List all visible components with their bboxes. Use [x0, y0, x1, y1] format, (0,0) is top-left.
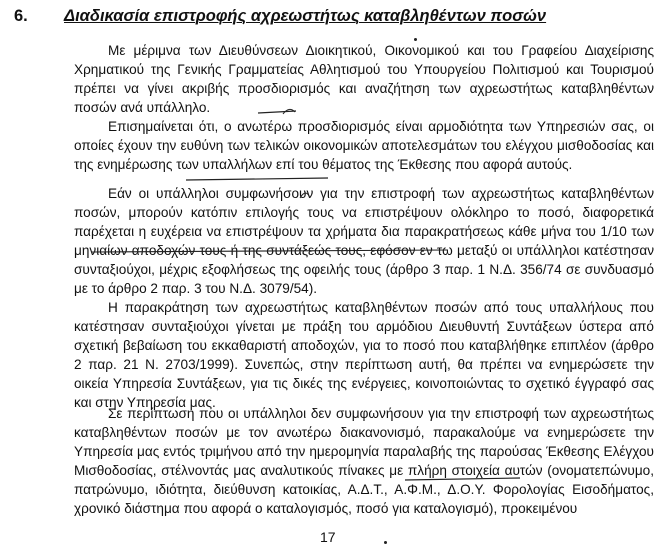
paragraph-repayment-options: Εάν οι υπάλληλοι συμφωνήσουν για την επιστροφή των αχρεωστήτως καταβληθέντων ποσών, μπορούν κατόπιν επιλογής τους να επιστρέψουν ολόκληρο το ποσό, διαφορετικά παρέχεται η ευχέρεια να επιστρέψουν τα χρήματα δια παρακρατήσεως κάθε μήνα του 1/10 των μηνιαίων αποδοχών τους ή της συντάξεώς τους, εφόσον εν τω μεταξύ οι υπάλληλοι κατέστησαν συνταξιούχοι, μέχρις εξοφλήσεως της οφειλής τους (άρθρο 3 παρ. 1 Ν.Δ. 356/74 σε συνδυασμό με το άρθρο 2 παρ. 3 του Ν.Δ. 3079/54). [74, 186, 654, 296]
scan-speck [414, 38, 417, 41]
paragraph-disagreement: Σε περίπτωση που οι υπάλληλοι δεν συμφωνήσουν για την επιστροφή των αχρεωστήτως καταβληθέντων ποσών με τον ανωτέρω διακανονισμό, παρακαλούμε να ενημερώσετε την Υπηρεσία μας εντός τριμήνου από την ημερομηνία παραλαβής της παρούσας Έκθεσης Ελέγχου Μισθοδοσίας, στέλνοντάς μας αναλυτικούς πίνακες με πλήρη στοιχεία αυτών (ονοματεπώνυμο, πατρώνυμο, ιδιότητα, διεύθυνση κατοικίας, Α.Δ.Τ., Α.Φ.Μ., Δ.Ο.Υ. Φορολογίας Εισοδήματος, χρονικό διάστημα που αφορά ο καταλογισμός, ποσό για καταλογισμό), προκειμένου [74, 406, 654, 516]
section-number: 6. [14, 7, 28, 25]
page-number: 17 [320, 529, 336, 545]
section-title: Διαδικασία επιστροφής αχρεωστήτως καταβληθέντων ποσών [64, 7, 547, 25]
paragraph-responsibility: Με μέριμνα των Διευθύνσεων Διοικητικού, Οικονομικού και του Γραφείου Διαχείρισης Χρηματικού της Γενικής Γραμματείας Αθλητισμού του Υπουργείου Πολιτισμού και Τουρισμού πρέπει να γίνει ακριβής προσδιορισμός και αναζήτηση των αχρεωστήτως καταβληθέντων ποσών ανά υπάλληλο. [74, 43, 654, 115]
scan-speck [384, 541, 387, 544]
paragraph-competence: Επισημαίνεται ότι, ο ανωτέρω προσδιορισμός είναι αρμοδιότητα των Υπηρεσιών σας, οι οποίες έχουν την ευθύνη των τελικών οικονομικών αποτελεσμάτων του ελέγχου μισθοδοσίας και της ενημέρωσης των υπαλλήλων επί του θέματος της Έκθεσης που αφορά αυτούς. [74, 119, 654, 172]
paragraph-pensioner-deduction: Η παρακράτηση των αχρεωστήτως καταβληθέντων ποσών από τους υπαλλήλους που κατέστησαν συνταξιούχοι γίνεται με πράξη του αρμόδιου Διευθυντή Συντάξεων ύστερα από σχετική βεβαίωση του εκκαθαριστή αποδοχών, για το ποσό που καταβλήθηκε επιπλέον (άρθρο 2 παρ. 21 Ν. 2703/1999). Συνεπώς, στην περίπτωση αυτή, θα πρέπει να ενημερώσετε την οικεία Υπηρεσία Συντάξεων, για τις δικές της ενέργειες, κοινοποιώντας το σχετικό έγγραφό σας και στην Υπηρεσία μας. [74, 300, 654, 410]
